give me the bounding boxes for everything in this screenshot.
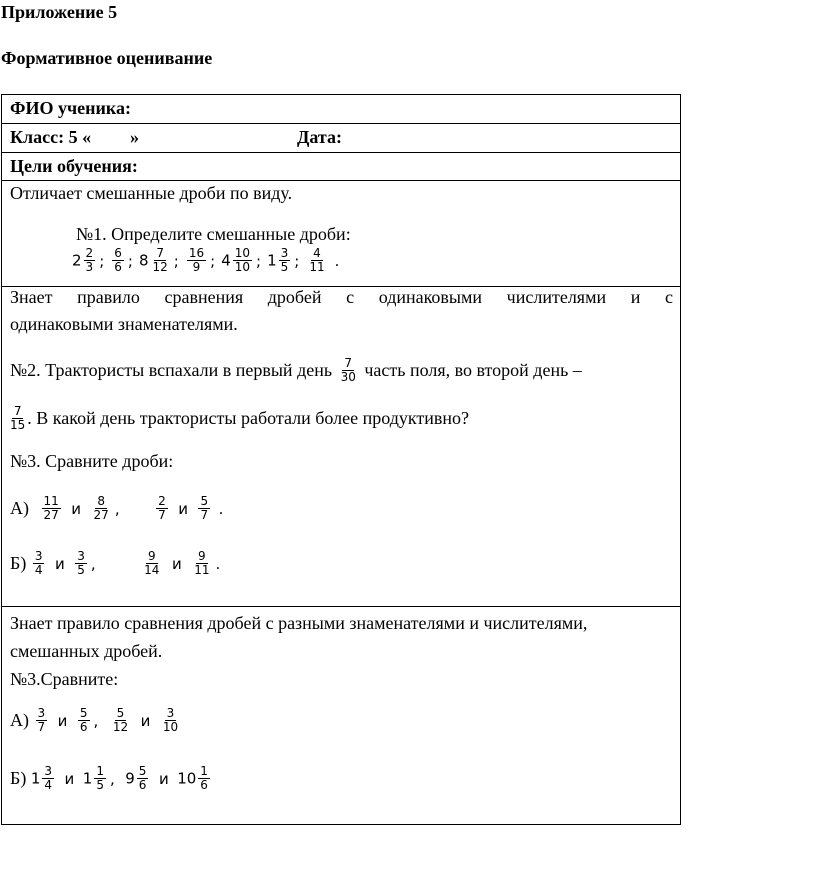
date-label: Дата: (297, 127, 342, 147)
fraction: $\frac{7}{12}$ (152, 246, 168, 274)
fraction: $\frac{3}{4}$ (44, 764, 53, 792)
separator: ; (99, 251, 105, 270)
separator: ; (294, 251, 300, 270)
section-2 (2, 287, 680, 607)
fraction: $\frac{3}{10}$ (162, 706, 179, 734)
separator: . (334, 251, 340, 270)
fraction: $\frac{7}{30}$ (340, 356, 356, 384)
fraction: $\frac{3}{5}$ (77, 549, 85, 577)
page-title: Формативное оценивание (1, 48, 213, 68)
option-b-label: Б) (10, 768, 27, 788)
option-b-label: Б) (10, 553, 27, 573)
goals-row (2, 153, 680, 181)
class-close-quote: » (130, 127, 139, 147)
mixed-number-whole: 2 (72, 251, 82, 270)
task-2-text-b: часть поля, во второй день – (364, 360, 582, 380)
task-2-line-1 (10, 357, 582, 384)
mixed-number-whole: 4 (221, 251, 231, 270)
fraction: $\frac{16}{9}$ (188, 246, 205, 274)
fraction: $\frac{5}{6}$ (79, 706, 88, 734)
fraction: $\frac{1}{6}$ (200, 764, 208, 792)
section-3-a: А) $\frac{3}{7}$ и $\frac{5}{6}$ , $\frac{5}{12}$ и $\frac{3}{10}$ (10, 706, 179, 734)
fraction: $\frac{7}{15}$ (10, 404, 26, 432)
task-3-a: А) $\frac{11}{27}$ и $\frac{8}{27}$ , $\frac{2}{7}$ и $\frac{5}{7}$ . (10, 494, 224, 522)
fraction: $\frac{3}{7}$ (37, 706, 46, 734)
option-a-label: А) (10, 710, 29, 730)
section-1 (2, 181, 680, 287)
separator: ; (173, 251, 179, 270)
section-1-goal: Отличает смешанные дроби по виду. (10, 183, 293, 203)
task-1-fractions (72, 247, 345, 274)
fraction: $\frac{11}{27}$ (43, 494, 59, 522)
task-1-text: №1. Определите смешанные дроби: (76, 224, 351, 244)
separator: ; (256, 251, 262, 270)
fraction: $\frac{10}{10}$ (234, 246, 251, 274)
fraction: $\frac{1}{5}$ (96, 764, 104, 792)
section-3-goal-line-1: Знает правило сравнения дробей с разными знаменателями и числителями, (10, 613, 588, 633)
option-a-label: А) (10, 498, 29, 518)
section-3-goal-line-2: смешанных дробей. (10, 641, 163, 661)
section-2-goal-line-1: Знает правило сравнения дробей с одинаковыми числителями и с (10, 287, 673, 307)
fio-row (2, 95, 680, 124)
assessment-table (1, 94, 681, 825)
class-date-row (2, 124, 680, 153)
fraction: $\frac{5}{6}$ (138, 764, 147, 792)
fraction: $\frac{6}{6}$ (114, 246, 122, 274)
fraction: $\frac{3}{4}$ (34, 549, 43, 577)
section-3-b: Б) 1 $\frac{3}{4}$ и 1 $\frac{1}{5}$ , 9 $\frac{5}{6}$ и 10 $\frac{1}{6}$ (10, 764, 208, 792)
fraction: $\frac{4}{11}$ (309, 246, 325, 274)
fraction: $\frac{5}{7}$ (200, 494, 209, 522)
task-2-text-a: №2. Трактористы вспахали в первый день (10, 360, 333, 380)
fio-label: ФИО ученика: (10, 98, 131, 118)
task-3-title: №3. Сравните дроби: (10, 451, 174, 471)
task-2-text-c: . В какой день трактористы работали более продуктивно? (27, 408, 470, 428)
class-label: Класс: 5 « (10, 127, 92, 147)
goals-label: Цели обучения: (10, 156, 138, 176)
mixed-number-whole: 1 (267, 251, 277, 270)
section-3 (2, 607, 680, 824)
appendix-label: Приложение 5 (1, 2, 118, 22)
mixed-number-whole: 8 (138, 251, 149, 270)
fraction: $\frac{3}{5}$ (280, 246, 289, 274)
fraction: $\frac{5}{12}$ (112, 706, 129, 734)
section-2-goal-line-2: одинаковыми знаменателями. (10, 314, 238, 334)
section-3-task: №3.Сравните: (10, 669, 119, 689)
fraction: $\frac{2}{7}$ (158, 494, 166, 522)
separator: ; (127, 251, 133, 270)
task-2-line-2 (8, 405, 469, 432)
fraction: $\frac{9}{11}$ (194, 549, 210, 577)
separator: ; (210, 251, 216, 270)
fraction: $\frac{2}{3}$ (85, 246, 94, 274)
fraction: $\frac{8}{27}$ (93, 494, 109, 522)
task-3-b: Б) $\frac{3}{4}$ и $\frac{3}{5}$ , $\frac{9}{14}$ и $\frac{9}{11}$ . (10, 549, 221, 577)
fraction: $\frac{9}{14}$ (144, 549, 160, 577)
